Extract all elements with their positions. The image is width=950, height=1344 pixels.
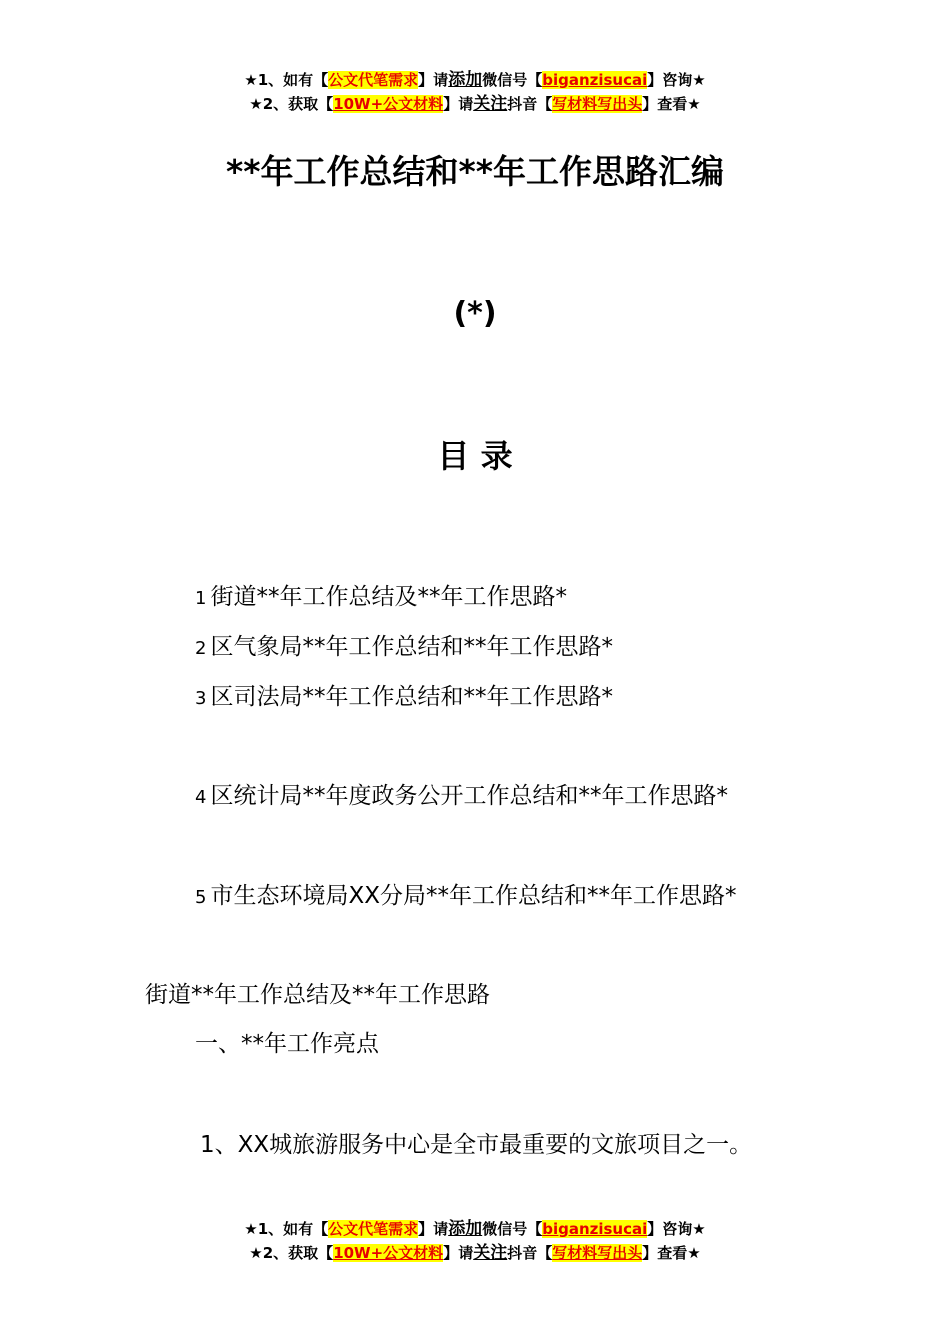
banner-1-middle-a: 】请 <box>418 71 449 89</box>
toc-item-5[interactable] <box>195 879 736 915</box>
banner-1-middle-b: 微信号【 <box>482 71 543 89</box>
toc-heading: 目 录 <box>437 437 513 475</box>
banner-2-materials-link[interactable]: 10W+公文材料 <box>333 95 444 113</box>
banner-1-service: 公文代笔需求 <box>328 1220 419 1238</box>
toc-item-number: 5 <box>195 887 207 908</box>
section-title: 街道**年工作总结及**年工作思路 <box>145 982 490 1008</box>
banner-1-service: 公文代笔需求 <box>328 71 419 89</box>
document-title: **年工作总结和**年工作思路汇编 <box>225 152 725 191</box>
banner-line-1 <box>0 68 950 92</box>
banner-2-suffix: 】查看★ <box>642 1244 701 1262</box>
banner-2-douyin-link[interactable]: 写材料写出头 <box>552 95 643 113</box>
toc-item-number: 2 <box>195 638 207 659</box>
document-subtitle: (*) <box>453 296 497 331</box>
banner-1-prefix: ★1、如有【 <box>244 1220 329 1238</box>
bottom-banner <box>0 1217 950 1265</box>
toc-item-number: 4 <box>195 787 207 808</box>
banner-2-middle-b: 抖音【 <box>507 1244 553 1262</box>
banner-2-douyin-link[interactable]: 写材料写出头 <box>552 1244 643 1262</box>
toc-item-3[interactable] <box>195 680 613 716</box>
banner-1-wechat-link[interactable]: biganzisucai <box>542 1220 648 1238</box>
toc-item-number: 1 <box>195 588 207 609</box>
toc-item-2[interactable] <box>195 630 613 666</box>
banner-line-2 <box>0 1241 950 1265</box>
banner-2-emph: 关注 <box>473 94 508 114</box>
banner-line-1 <box>0 1217 950 1241</box>
paragraph-1: 1、XX城旅游服务中心是全市最重要的文旅项目之一。 <box>200 1132 753 1158</box>
banner-2-prefix: ★2、获取【 <box>249 1244 334 1262</box>
banner-2-prefix: ★2、获取【 <box>249 95 334 113</box>
banner-1-middle-b: 微信号【 <box>482 1220 543 1238</box>
banner-1-emph: 添加 <box>448 1219 483 1239</box>
toc-item-label: 区司法局**年工作总结和**年工作思路* <box>210 684 613 710</box>
top-banner <box>0 68 950 116</box>
banner-1-emph: 添加 <box>448 70 483 90</box>
banner-2-middle-a: 】请 <box>443 1244 474 1262</box>
toc-item-label: 街道**年工作总结及**年工作思路* <box>210 584 567 610</box>
toc-item-label: 区统计局**年度政务公开工作总结和**年工作思路* <box>210 783 728 809</box>
section-heading: 一、**年工作亮点 <box>195 1031 379 1057</box>
toc-item-label: 市生态环境局XX分局**年工作总结和**年工作思路* <box>210 883 737 909</box>
banner-1-wechat-link[interactable]: biganzisucai <box>542 71 648 89</box>
banner-1-middle-a: 】请 <box>418 1220 449 1238</box>
toc-item-1[interactable] <box>195 580 567 616</box>
banner-2-materials-link[interactable]: 10W+公文材料 <box>333 1244 444 1262</box>
toc-item-number: 3 <box>195 688 207 709</box>
toc-item-4[interactable] <box>195 779 728 815</box>
banner-1-suffix: 】咨询★ <box>647 1220 706 1238</box>
toc-item-label: 区气象局**年工作总结和**年工作思路* <box>210 634 613 660</box>
banner-2-middle-b: 抖音【 <box>507 95 553 113</box>
banner-1-suffix: 】咨询★ <box>647 71 706 89</box>
banner-2-middle-a: 】请 <box>443 95 474 113</box>
banner-1-prefix: ★1、如有【 <box>244 71 329 89</box>
banner-2-suffix: 】查看★ <box>642 95 701 113</box>
banner-2-emph: 关注 <box>473 1243 508 1263</box>
banner-line-2 <box>0 92 950 116</box>
